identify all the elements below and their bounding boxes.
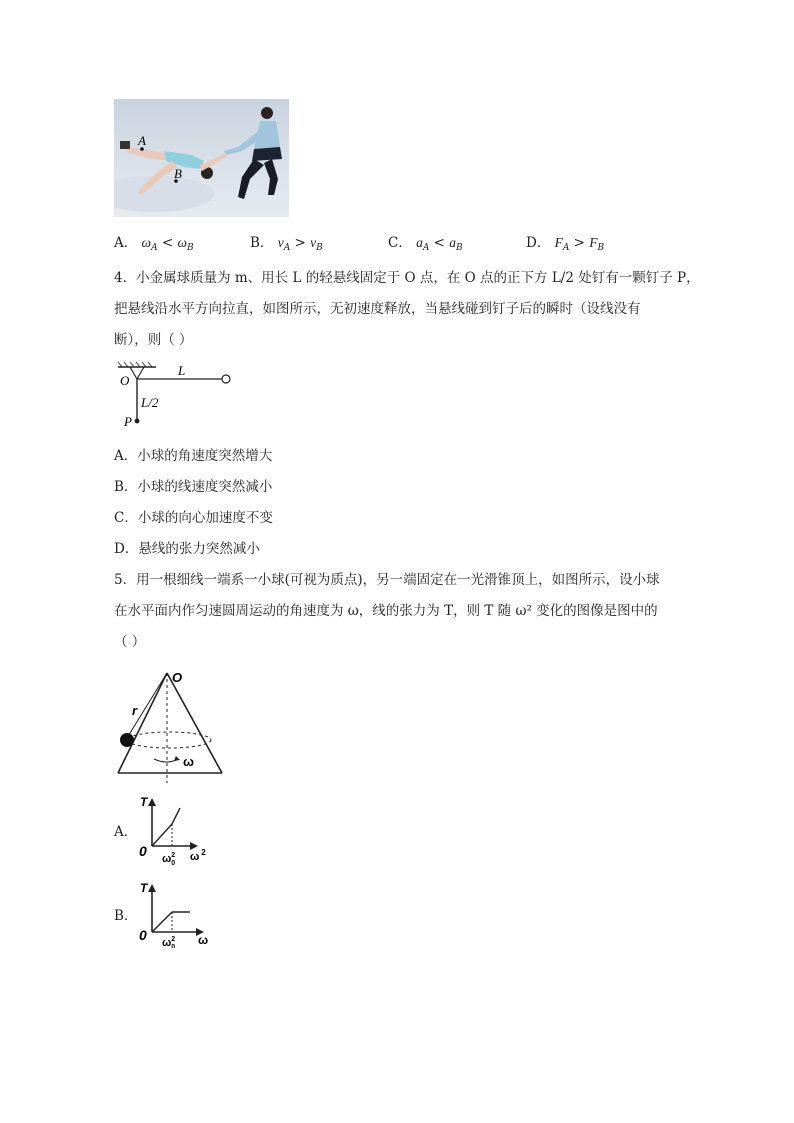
photo-label-b: B (174, 166, 182, 181)
graph-b-y-label: T (140, 881, 148, 895)
graph-a-x-label: ω $^2$ (190, 848, 206, 863)
figure-skating-photo (114, 99, 289, 217)
q5-stem-line-1: 5．用一根细线一端系一小球(可视为质点)，另一端固定在一光滑锥顶上，如图所示，设小球 (114, 572, 660, 588)
cone-label-o: O (172, 670, 183, 685)
q3-option-b[interactable]: B． $v_A > v_B$ (250, 235, 323, 253)
q5-stem-line-2: 在水平面内作匀速圆周运动的角速度为 ω，线的张力为 T，则 T 随 ω² 变化的图像是图中的 (114, 603, 658, 619)
pendulum-ball (222, 375, 230, 383)
label-o: O (120, 373, 130, 388)
q4-stem-line-3: 断），则（ ） (114, 332, 193, 348)
label-l: L (178, 363, 186, 378)
q3-option-d[interactable]: D． $F_A > F_B$ (526, 235, 605, 253)
graph-b-x-label: ω (198, 933, 209, 947)
rotation-arrow-icon (174, 756, 180, 761)
graph-a-y-label: T (140, 795, 148, 809)
q5-option-a-label[interactable]: A． (114, 824, 138, 840)
cone-label-omega: ω (183, 754, 194, 769)
label-p: P (124, 414, 132, 429)
nail-p (135, 419, 140, 424)
graph-b-x-mark: $\omega^2$ 0 (162, 936, 176, 948)
q3-option-c[interactable]: C． $a_A < a_B$ (388, 235, 463, 253)
cone-ball (120, 733, 134, 747)
q4-option-d[interactable]: D．悬线的张力突然减小 (114, 541, 260, 557)
q5-graph-a[interactable] (138, 794, 218, 866)
q5-option-b-label[interactable]: B． (114, 908, 138, 924)
q5-graph-b[interactable] (138, 876, 218, 948)
q4-stem-line-2: 把悬线沿水平方向拉直，如图所示，无初速度释放，当悬线碰到钉子后的瞬时（设线没有 (114, 301, 641, 317)
photo-label-a: A (138, 133, 146, 148)
graph-a-origin: 0 (139, 843, 147, 859)
q3-option-a[interactable]: A． $\omega_A < \omega_B$ (114, 235, 194, 253)
cone-label-r: r (132, 703, 138, 718)
q4-pendulum-figure (112, 360, 242, 432)
graph-a-x-mark: $\omega^2$ 0 (162, 852, 176, 866)
graph-b-origin: 0 (139, 927, 147, 943)
q4-option-c[interactable]: C．小球的向心加速度不变 (114, 510, 273, 526)
q5-cone-figure (112, 665, 232, 785)
q4-stem-line-1: 4．小金属球质量为 m、用长 L 的轻悬线固定于 O 点，在 O 点的正下方 L/2 处钉有一颗钉子 P， (114, 270, 700, 286)
q4-option-b[interactable]: B．小球的线速度突然减小 (114, 479, 273, 495)
q4-option-a[interactable]: A．小球的角速度突然增大 (114, 448, 273, 464)
label-half-l: L/2 (141, 395, 159, 410)
q5-stem-line-3: （ ） (114, 634, 146, 650)
